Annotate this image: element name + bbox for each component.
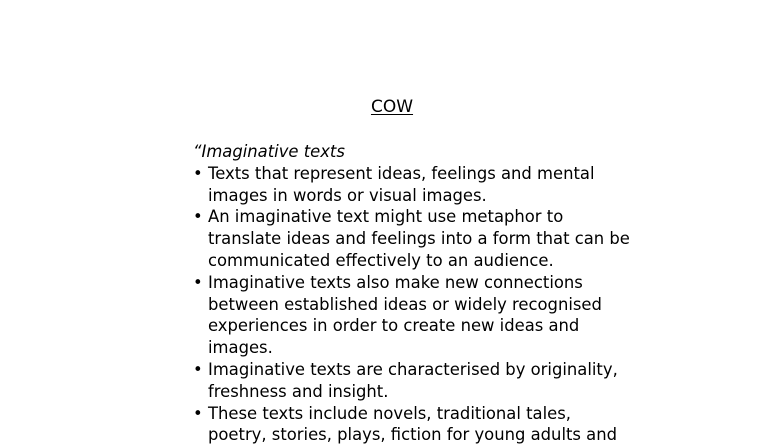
list-item-text: Texts that represent ideas, feelings and mental images in words or visual images. xyxy=(208,163,595,205)
list-item-text: An imaginative text might use metaphor to translate ideas and feelings into a form that can be communicated effectively to an audience. xyxy=(208,207,630,270)
bullet-icon: • xyxy=(193,403,203,423)
list-item xyxy=(193,359,633,403)
list-item-text: Imaginative texts are characterised by originality, freshness and insight. xyxy=(208,359,618,401)
list-item xyxy=(193,403,633,446)
bullet-icon: • xyxy=(193,359,203,379)
list-item xyxy=(193,206,633,271)
list-item-text: These texts include novels, traditional tales, poetry, stories, plays, fiction for young adults and xyxy=(208,403,618,445)
bullet-icon: • xyxy=(193,163,203,183)
list-item xyxy=(193,163,633,207)
list-item xyxy=(193,272,633,359)
section-heading: “Imaginative texts xyxy=(193,142,345,161)
document-title: COW xyxy=(370,97,414,117)
document-body xyxy=(193,141,633,446)
list-item-text: Imaginative texts also make new connections between established ideas or widely recognised experiences in order to create new ideas and images. xyxy=(208,272,602,358)
bullet-icon: • xyxy=(193,207,203,227)
bullet-icon: • xyxy=(193,272,203,292)
bullet-list xyxy=(193,163,633,446)
